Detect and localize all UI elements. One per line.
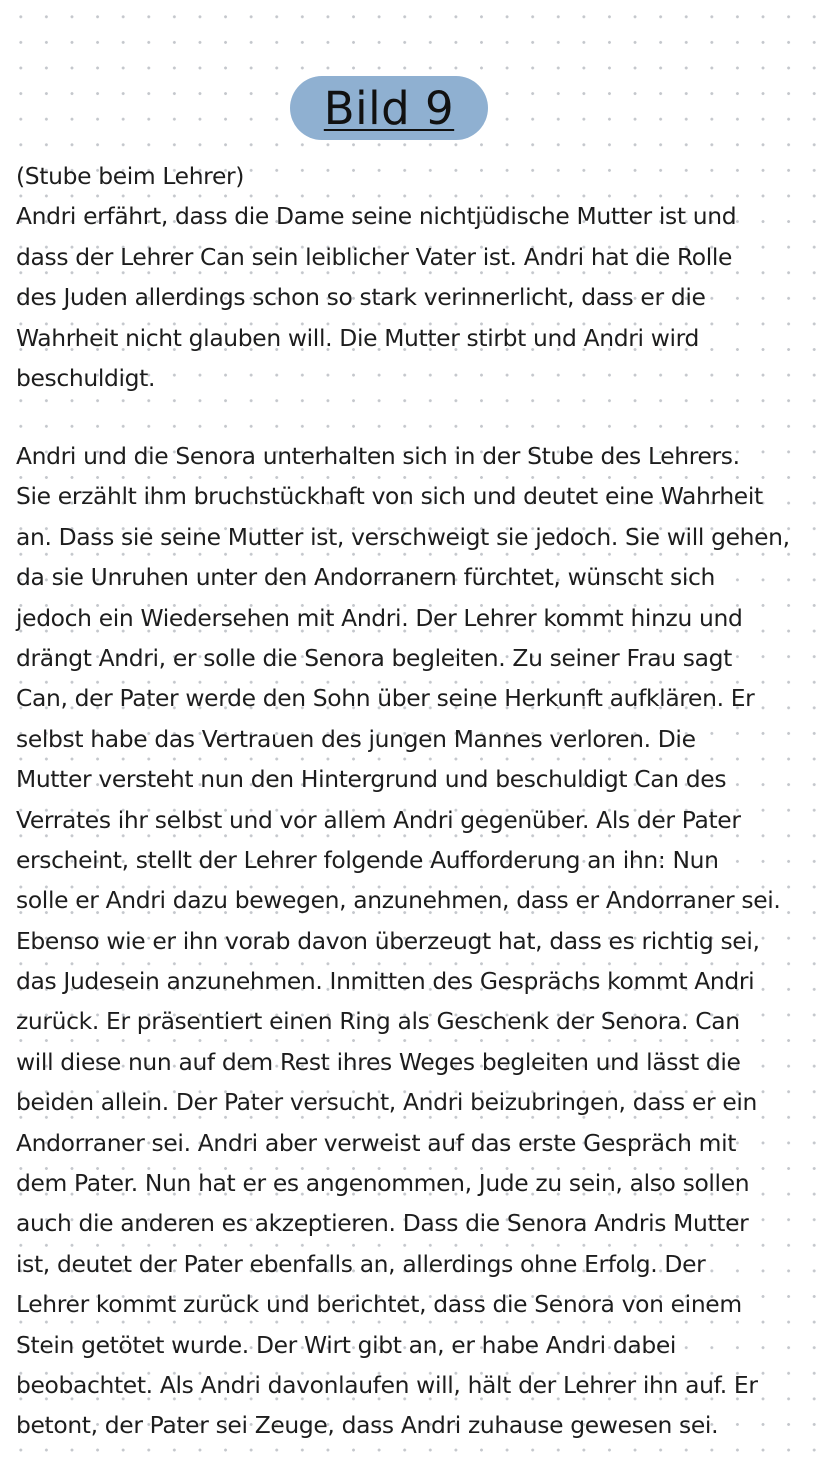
intro-line: dass der Lehrer Can sein leiblicher Vater ist. Andri hat die Rolle [16,242,733,271]
summary-line: dem Pater. Nun hat er es angenommen, Jude zu sein, also sollen [16,1169,750,1198]
summary-line: Lehrer kommt zurück und berichtet, dass die Senora von einem [16,1290,742,1319]
summary-line: ist, deutet der Pater ebenfalls an, allerdings ohne Erfolg. Der [16,1249,706,1278]
summary-line: jedoch ein Wiedersehen mit Andri. Der Lehrer kommt hinzu und [16,603,743,632]
summary-line: Sie erzählt ihm bruchstückhaft von sich und deutet eine Wahrheit [16,482,763,511]
summary-line: das Judesein anzunehmen. Inmitten des Gesprächs kommt Andri [16,967,755,996]
summary-line: erscheint, stellt der Lehrer folgende Aufforderung an ihn: Nun [16,845,719,874]
summary-line: beobachtet. Als Andri davonlaufen will, hält der Lehrer ihn auf. Er [16,1370,758,1399]
summary-line: solle er Andri dazu bewegen, anzunehmen, dass er Andorraner sei. [16,886,781,915]
summary-line: Stein getötet wurde. Der Wirt gibt an, er habe Andri dabei [16,1330,677,1359]
summary-line: selbst habe das Vertrauen des jungen Mannes verloren. Die [16,724,696,753]
summary-line: beiden allein. Der Pater versucht, Andri beizubringen, dass er ein [16,1088,758,1117]
summary-line: Ebenso wie er ihn vorab davon überzeugt hat, dass es richtig sei, [16,926,760,955]
title-highlight [290,76,488,140]
summary-line: drängt Andri, er solle die Senora begleiten. Zu seiner Frau sagt [16,643,732,672]
intro-line: Andri erfährt, dass die Dame seine nichtjüdische Mutter ist und [16,202,737,231]
summary-line: Verrates ihr selbst und vor allem Andri gegenüber. Als der Pater [16,805,741,834]
intro-line: beschuldigt. [16,363,156,392]
summary-line: will diese nun auf dem Rest ihres Weges begleiten und lässt die [16,1047,741,1076]
summary-line: betont, der Pater sei Zeuge, dass Andri zuhause gewesen sei. [16,1411,719,1440]
intro-line: Wahrheit nicht glauben will. Die Mutter stirbt und Andri wird [16,323,699,352]
intro-line: (Stube beim Lehrer) [16,162,245,190]
summary-line: zurück. Er präsentiert einen Ring als Geschenk der Senora. Can [16,1007,740,1036]
intro-line: des Juden allerdings schon so stark verinnerlicht, dass er die [16,283,706,312]
summary-paragraph [16,436,816,1446]
summary-line: auch die anderen es akzeptieren. Dass die Senora Andris Mutter [16,1209,749,1238]
summary-line: Andorraner sei. Andri aber verweist auf das erste Gespräch mit [16,1128,737,1157]
summary-line: Andri und die Senora unterhalten sich in der Stube des Lehrers. [16,442,740,470]
intro-paragraph [16,156,816,398]
summary-line: da sie Unruhen unter den Andorranern fürchtet, wünscht sich [16,563,716,592]
summary-line: Mutter versteht nun den Hintergrund und beschuldigt Can des [16,765,727,794]
page-title: Bild 9 [323,81,455,135]
summary-line: an. Dass sie seine Mutter ist, verschweigt sie jedoch. Sie will gehen, [16,522,790,551]
summary-line: Can, der Pater werde den Sohn über seine Herkunft aufklären. Er [16,684,755,713]
